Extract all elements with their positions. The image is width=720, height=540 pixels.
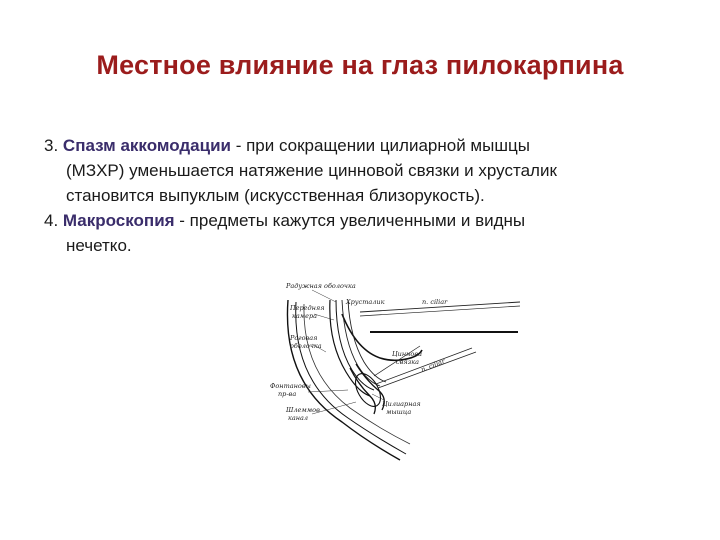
label-zinn-2: связка <box>396 358 420 366</box>
label-schlemm-2: канал <box>288 414 309 422</box>
label-zinn-1: Циннова <box>392 350 422 358</box>
list-item-accommodation-spasm <box>44 133 684 208</box>
item-text-line2: нечетко. <box>66 236 132 255</box>
slide-title: Местное влияние на глаз пилокарпина <box>96 50 624 80</box>
label-fontana-2: пр-ва <box>278 390 297 398</box>
list-item-macroscopy <box>44 208 684 258</box>
label-n-ciliar-top: n. ciliar <box>422 298 448 306</box>
slide-body <box>44 133 684 258</box>
label-fontana-1: Фонтановы <box>270 382 311 390</box>
iris-line-3 <box>342 300 380 386</box>
label-iris: Радужная оболочка <box>286 282 356 290</box>
label-n-ciliar-mid: n. ciliar <box>419 357 447 374</box>
label-schlemm-1: Шлеммов <box>286 406 320 414</box>
eye-anatomy-drawing <box>250 272 530 482</box>
ciliary-body <box>350 368 375 414</box>
item-text-line2: (МЗХР) уменьшается натяжение цинновой связки и хрусталик <box>66 161 557 180</box>
item-text-line3: становится выпуклым (искусственная близорукость). <box>66 186 485 205</box>
label-ciliary-1: Цилиарная <box>382 400 421 408</box>
label-cornea-1: Роговая <box>290 334 318 342</box>
item-term: Макроскопия <box>62 211 175 230</box>
pointer-fontana <box>308 390 348 392</box>
label-anterior-chamber-1: Передняя <box>290 304 325 312</box>
item-number: 4. <box>44 211 59 230</box>
label-lens: Хрусталик <box>346 298 385 306</box>
cornea-layer <box>304 304 410 444</box>
label-ciliary-2: мышца <box>386 408 412 416</box>
label-anterior-chamber-2: камера <box>292 312 318 320</box>
item-text-line1: - при сокращении цилиарной мышцы <box>230 136 530 155</box>
item-number: 3. <box>44 136 59 155</box>
iris-line-4 <box>348 300 386 382</box>
pointer-iris <box>312 290 336 302</box>
n-ciliar-fiber-top-2 <box>360 306 520 316</box>
item-text-line1: - предметы кажутся увеличенными и видны <box>174 211 526 230</box>
item-term: Спазм аккомодации <box>62 136 231 155</box>
label-cornea-2: оболочка <box>290 342 322 350</box>
eye-anatomy-diagram <box>250 272 530 482</box>
